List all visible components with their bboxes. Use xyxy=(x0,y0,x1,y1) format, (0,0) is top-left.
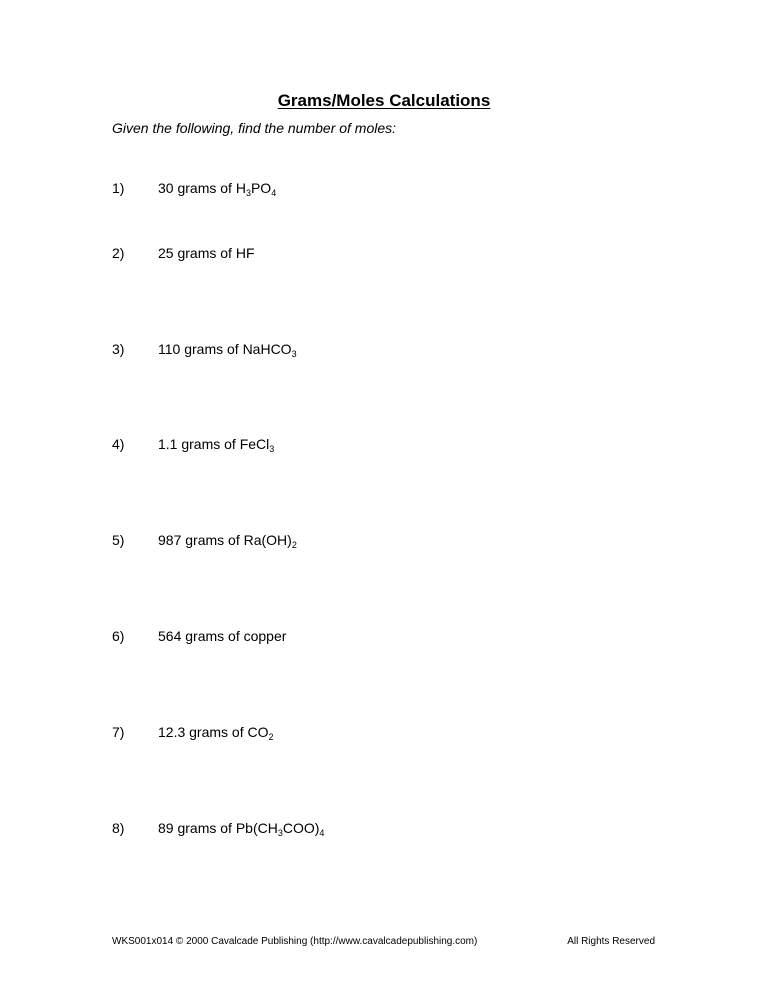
formula-text: Ra(OH) xyxy=(243,532,292,548)
chemical-formula xyxy=(244,628,287,644)
formula-text: CO xyxy=(247,724,269,740)
formula-text: FeCl xyxy=(239,436,270,452)
footer-rights: All Rights Reserved xyxy=(567,936,655,947)
problem-number: 4) xyxy=(112,436,125,452)
formula-subscript: 3 xyxy=(291,349,297,359)
problem-number: 1) xyxy=(112,180,125,196)
problem-text: 987 grams of xyxy=(158,532,244,548)
problem-text: 89 grams of xyxy=(158,820,236,836)
chemical-formula xyxy=(236,245,255,261)
problem-number: 7) xyxy=(112,724,125,740)
problem-text: 12.3 grams of xyxy=(158,724,248,740)
problem-text: 564 grams of xyxy=(158,628,244,644)
footer-copyright: WKS001x014 © 2000 Cavalcade Publishing (http://www.cavalcadepublishing.com) xyxy=(112,936,478,947)
page-title: Grams/Moles Calculations xyxy=(277,91,491,110)
formula-text: HF xyxy=(235,245,255,261)
chemical-formula xyxy=(248,724,274,740)
problem-number: 5) xyxy=(112,532,125,548)
formula-text: COO) xyxy=(282,820,320,836)
formula-text: copper xyxy=(243,628,287,644)
problem-item xyxy=(112,628,286,644)
problem-text: 110 grams of xyxy=(158,341,243,357)
problem-item xyxy=(112,436,274,452)
chemical-formula xyxy=(243,341,297,357)
formula-text: PO xyxy=(250,180,272,196)
formula-subscript: 2 xyxy=(268,732,274,742)
problem-text: 30 grams of xyxy=(158,180,236,196)
problem-item xyxy=(112,341,297,357)
chemical-formula xyxy=(236,180,276,196)
problem-item xyxy=(112,180,276,196)
problem-text: 1.1 grams of xyxy=(158,436,240,452)
problem-number: 2) xyxy=(112,245,125,261)
formula-subscript: 3 xyxy=(245,188,251,198)
formula-text: Pb(CH xyxy=(235,820,278,836)
problem-item xyxy=(112,820,324,836)
chemical-formula xyxy=(244,532,297,548)
formula-subscript: 2 xyxy=(291,540,297,550)
instructions: Given the following, find the number of moles: xyxy=(112,120,397,136)
formula-text: H xyxy=(235,180,246,196)
formula-subscript: 3 xyxy=(277,828,283,838)
chemical-formula xyxy=(236,820,325,836)
problem-number: 6) xyxy=(112,628,125,644)
problem-item xyxy=(112,724,274,740)
problem-number: 8) xyxy=(112,820,125,836)
formula-text: NaHCO xyxy=(242,341,292,357)
formula-subscript: 4 xyxy=(319,828,325,838)
problem-item xyxy=(112,245,255,261)
chemical-formula xyxy=(240,436,275,452)
formula-subscript: 3 xyxy=(269,444,275,454)
problem-item xyxy=(112,532,297,548)
formula-subscript: 4 xyxy=(271,188,277,198)
problem-text: 25 grams of xyxy=(158,245,236,261)
problem-number: 3) xyxy=(112,341,125,357)
